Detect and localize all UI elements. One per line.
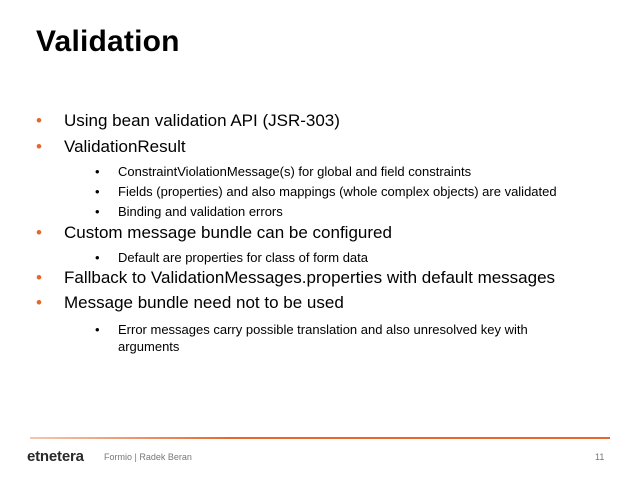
sub-bullet-icon: • [95,204,100,219]
sub-bullet-text: Binding and validation errors [118,204,283,219]
sub-bullet-icon: • [95,322,100,337]
etnetera-logo: etnetera [27,448,84,465]
bullet-item [36,293,344,313]
bullet-item [36,223,392,243]
sub-bullet-icon: • [95,250,100,265]
footer-divider [30,437,610,439]
sub-bullet-text: ConstraintViolationMessage(s) for global and field constraints [118,164,472,179]
sub-bullet-text: Default are properties for class of form data [118,250,369,265]
sub-bullet-item [95,321,578,355]
bullet-text: Message bundle need not to be used [64,293,344,312]
sub-bullet-item [95,183,557,200]
bullet-text: Fallback to ValidationMessages.properties with default messages [64,268,556,287]
bullet-text: ValidationResult [64,137,186,156]
bullet-item [36,268,555,288]
bullet-dot-icon: • [36,137,42,156]
bullet-item [36,137,186,157]
footer-text: Formio | Radek Beran [104,452,192,462]
sub-bullet-icon: • [95,164,100,179]
sub-bullet-item [95,163,471,180]
sub-bullet-item [95,249,368,266]
bullet-dot-icon: • [36,293,42,312]
sub-bullet-text: Fields (properties) and also mappings (whole complex objects) are validated [118,184,557,199]
sub-bullet-text: Error messages carry possible translation and also unresolved key with arguments [118,322,528,354]
sub-bullet-item [95,203,283,220]
bullet-dot-icon: • [36,223,42,242]
bullet-dot-icon: • [36,111,42,130]
bullet-item [36,111,340,131]
page-number: 11 [595,452,605,462]
bullet-text: Custom message bundle can be configured [64,223,392,242]
slide-title: Validation [36,25,180,58]
bullet-dot-icon: • [36,268,42,287]
sub-bullet-icon: • [95,184,100,199]
bullet-text: Using bean validation API (JSR-303) [64,111,340,130]
